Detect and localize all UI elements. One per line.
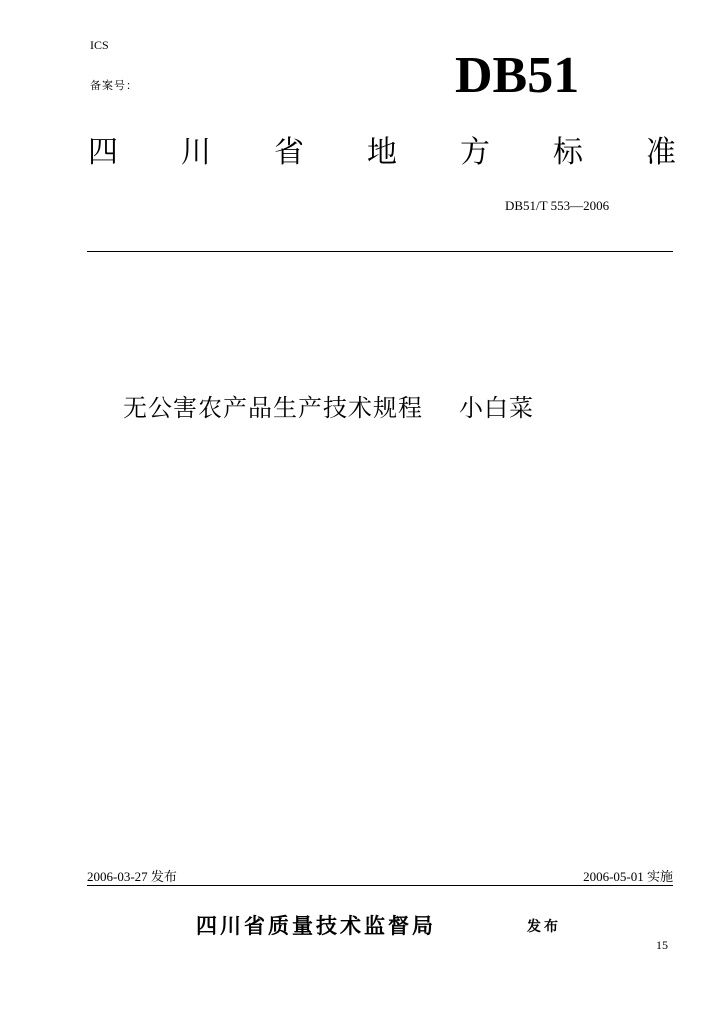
title-subject: 小白菜 bbox=[459, 394, 534, 422]
db-code-logo: DB51 bbox=[455, 47, 580, 104]
title-main: 无公害农产品生产技术规程 bbox=[123, 394, 423, 422]
record-number-label: 备案号： bbox=[90, 79, 138, 92]
bottom-divider bbox=[87, 885, 673, 886]
ics-label: ICS bbox=[90, 38, 109, 52]
issue-date: 2006-03-27 发布 bbox=[87, 869, 177, 884]
standard-type-char: 准 bbox=[646, 135, 676, 170]
standard-type-heading bbox=[88, 135, 676, 171]
page-number: 15 bbox=[656, 938, 668, 952]
standard-type-char: 地 bbox=[367, 135, 397, 170]
top-divider bbox=[87, 251, 673, 252]
implementation-date: 2006-05-01 实施 bbox=[583, 869, 673, 884]
publish-label: 发布 bbox=[527, 919, 561, 935]
publisher-name: 四川省质量技术监督局 bbox=[196, 914, 436, 938]
document-title bbox=[123, 388, 534, 423]
standard-type-char: 川 bbox=[181, 135, 211, 170]
standard-type-char: 省 bbox=[274, 135, 304, 170]
standard-type-char: 四 bbox=[88, 135, 118, 170]
standard-number: DB51/T 553—2006 bbox=[505, 198, 610, 213]
standard-type-char: 方 bbox=[460, 135, 490, 170]
standard-type-char: 标 bbox=[553, 135, 583, 170]
